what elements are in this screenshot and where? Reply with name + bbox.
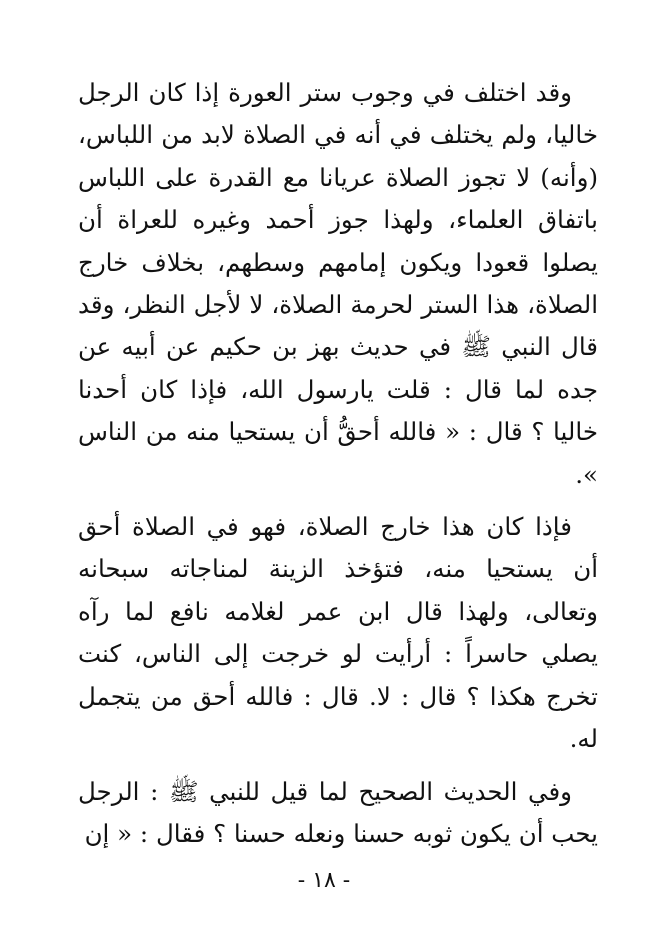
body-text	[78, 72, 598, 855]
paragraph-3: وفي الحديث الصحيح لما قيل للنبي ﷺ : الرجل يحب أن يكون ثوبه حسنا ونعله حسنا ؟ فقال : « إن	[78, 776, 598, 848]
page-number: - ١٨ -	[297, 868, 351, 893]
paragraph-2: فإذا كان هذا خارج الصلاة، فهو في الصلاة أحق أن يستحيا منه، فتؤخذ الزينة لمناجاته سبحانه وتعالى، ولهذا قال ابن عمر لغلامه نافع لما رآه يصلي حاسراً : أرأيت لو خرجت إلى الناس، كنت تخرج هكذا ؟ قال : لا. قال : فالله أحق من يتجمل له.	[78, 512, 598, 754]
paragraph-1: وقد اختلف في وجوب ستر العورة إذا كان الرجل خاليا، ولم يختلف في أنه في الصلاة لابد من اللباس، (وأنه) لا تجوز الصلاة عريانا مع القدرة على اللباس باتفاق العلماء، ولهذا جوز أحمد وغيره للعراة أن يصلوا قعودا ويكون إمامهم وسطهم، بخلاف خارج الصلاة، هذا الستر لحرمة الصلاة، لا لأجل النظر، وقد قال النبي ﷺ في حديث بهز بن حكيم عن أبيه عن جده لما قال : قلت يارسول الله، فإذا كان أحدنا خاليا ؟ قال : « فالله أحقُّ أن يستحيا منه من الناس ».	[78, 78, 598, 489]
